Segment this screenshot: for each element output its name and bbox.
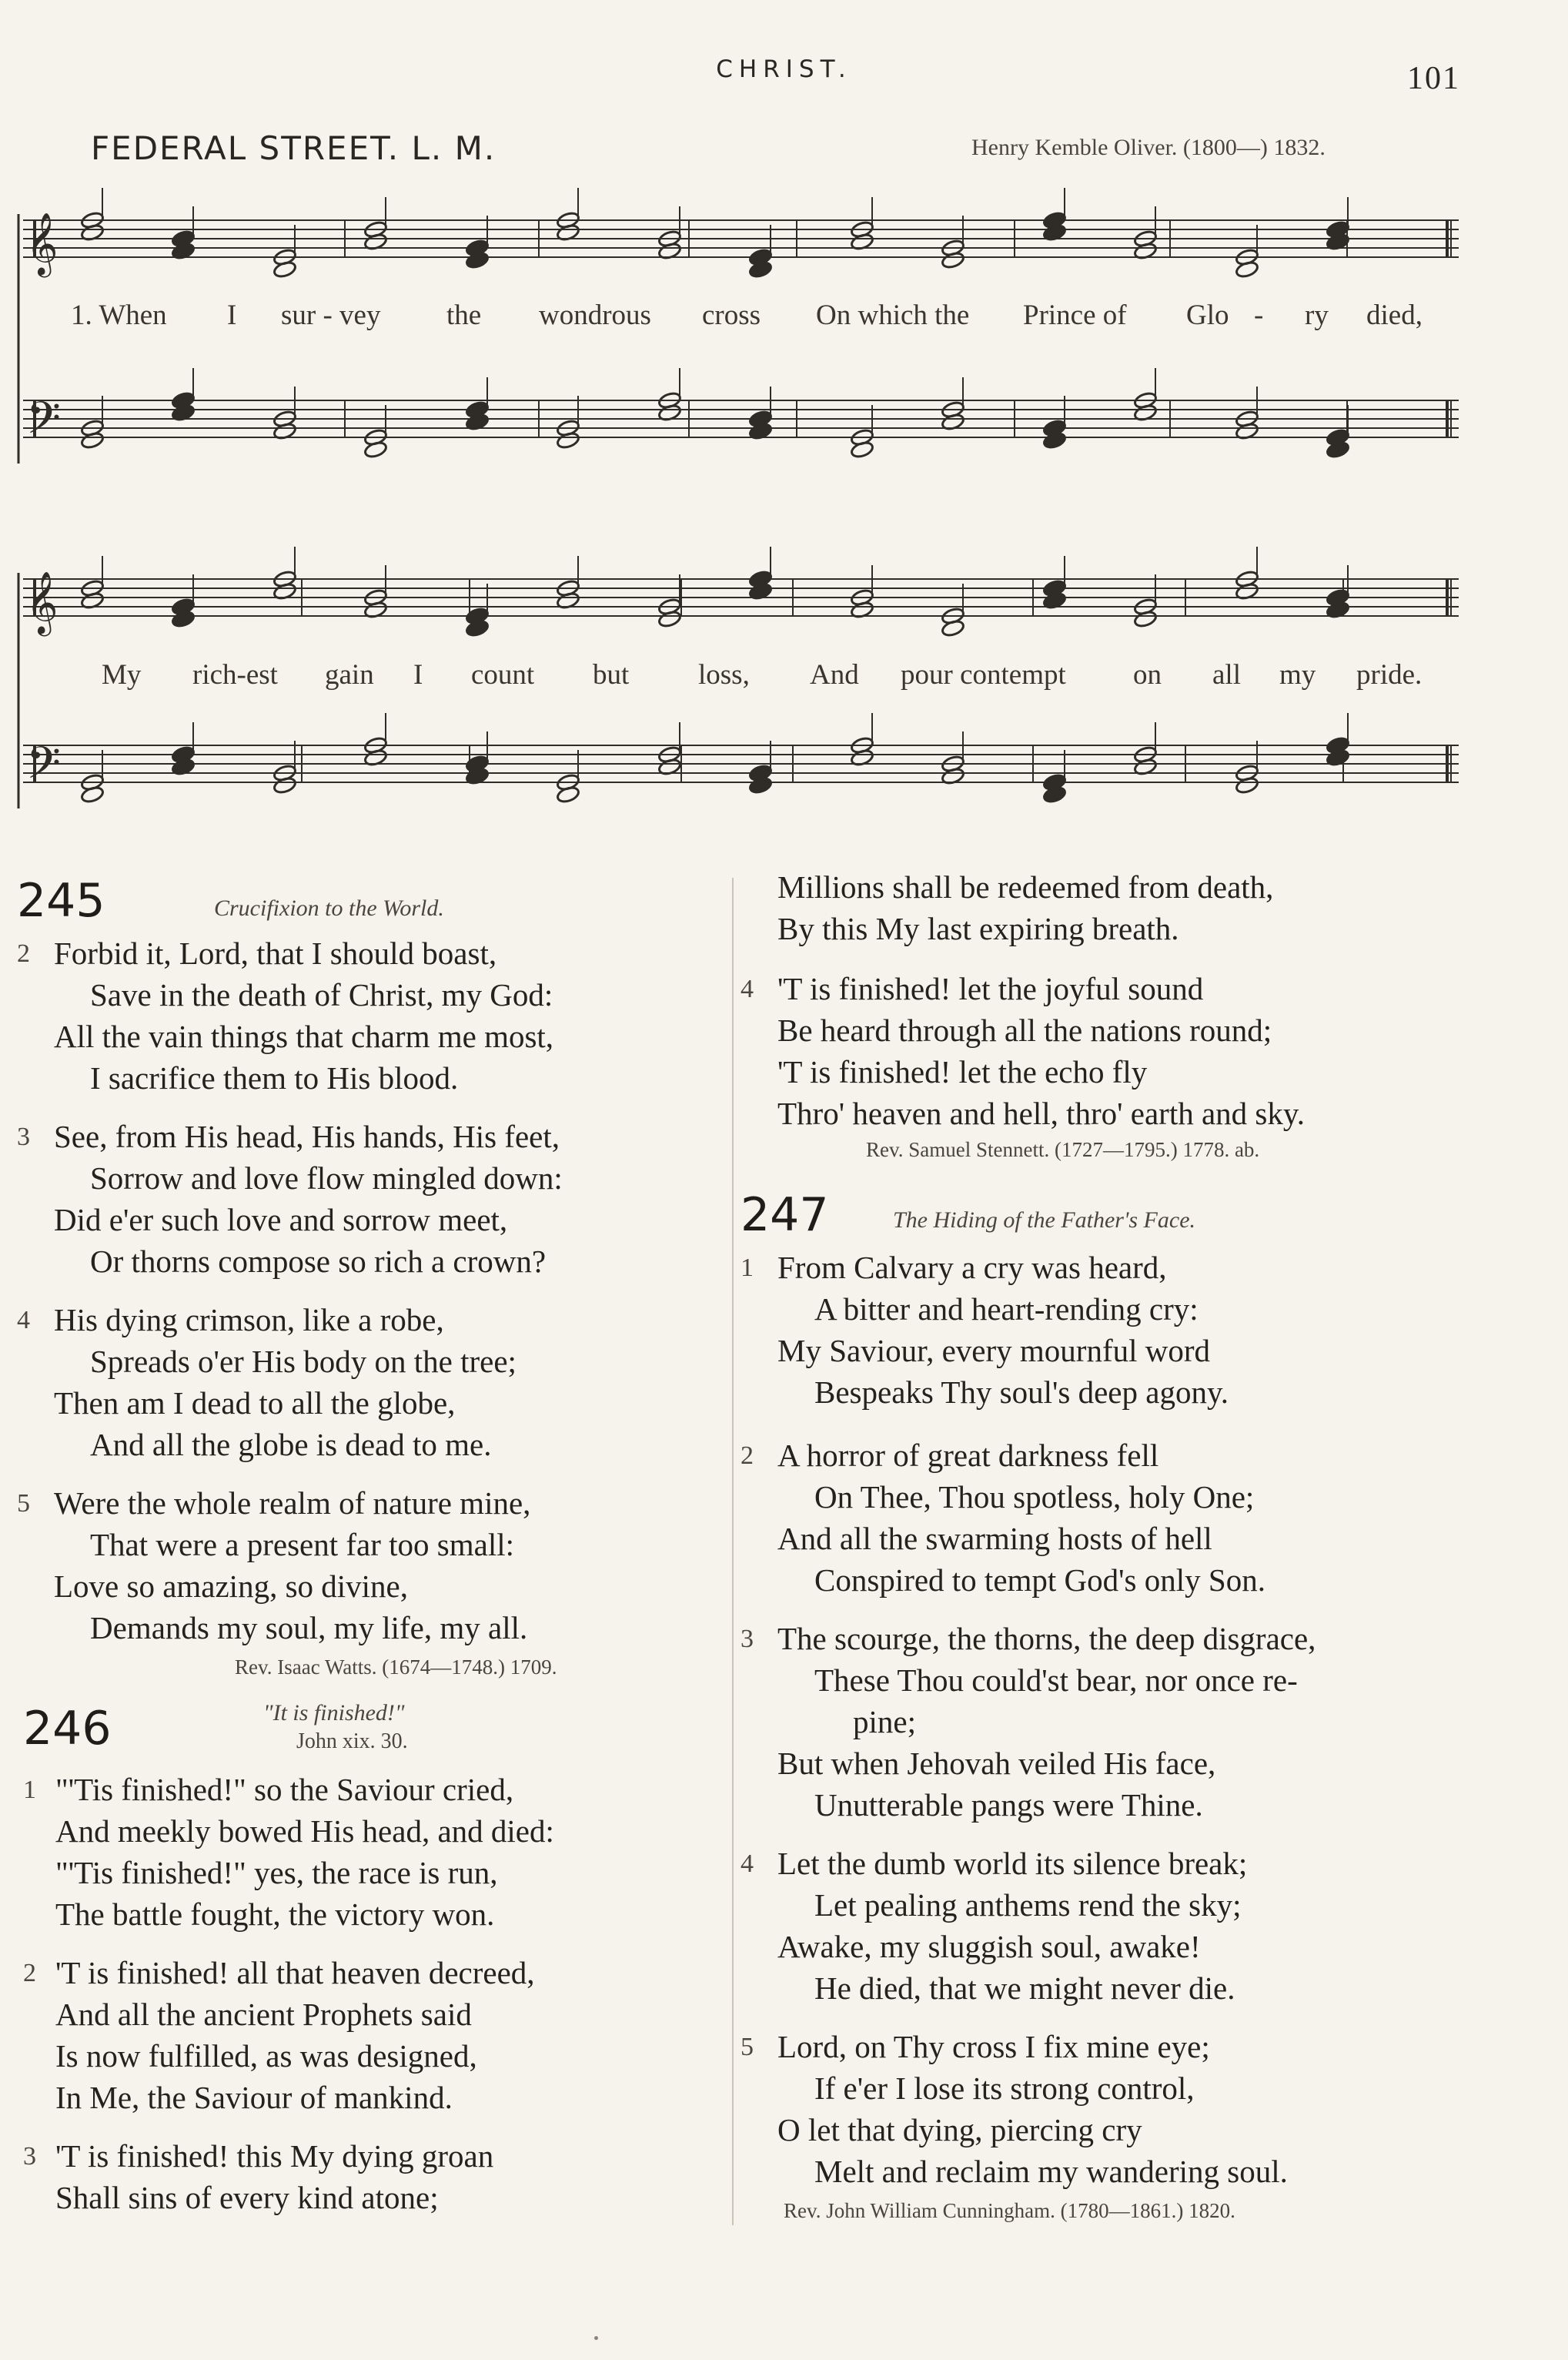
bass-clef: 𝄢 xyxy=(26,392,62,455)
lyric-syllable: I xyxy=(227,300,237,331)
verse-line: See, from His head, His hands, His feet, xyxy=(54,1119,560,1154)
verse-line: 'T is finished! let the echo fly xyxy=(777,1054,1148,1090)
verse-line: Let pealing anthems rend the sky; xyxy=(814,1887,1242,1923)
lyric-syllable: the xyxy=(446,300,482,331)
hymn-title: "It is finished!" xyxy=(263,1700,405,1726)
verse-line: That were a present far too small: xyxy=(90,1527,514,1562)
lyric-syllable: on xyxy=(1133,659,1162,691)
treble-clef: 𝄞 xyxy=(26,212,59,275)
hymn-attribution: Rev. Samuel Stennett. (1727—1795.) 1778. ab. xyxy=(866,1138,1260,1161)
verse-line: Sorrow and love flow mingled down: xyxy=(90,1160,563,1196)
running-title: CHRIST. xyxy=(716,55,852,83)
lyric-syllable: I xyxy=(413,659,423,691)
verse-number: 2 xyxy=(17,939,30,968)
verse-line: My Saviour, every mournful word xyxy=(777,1333,1211,1368)
verse-line: If e'er I lose its strong control, xyxy=(814,2070,1195,2106)
hymn-number: 245 xyxy=(17,874,105,928)
lyric-syllable: cross xyxy=(702,300,761,331)
music-score xyxy=(0,0,1568,832)
verse-line: "'Tis finished!" so the Saviour cried, xyxy=(55,1772,514,1807)
bass-clef: 𝄢 xyxy=(26,737,62,800)
hymn-scripture-ref: John xix. 30. xyxy=(296,1729,408,1753)
verse-line: Then am I dead to all the globe, xyxy=(54,1385,456,1421)
verse-line: Be heard through all the nations round; xyxy=(777,1013,1272,1048)
page-mark xyxy=(594,2336,598,2340)
verse-line: Is now fulfilled, as was designed, xyxy=(55,2038,477,2074)
verse-line: Conspired to tempt God's only Son. xyxy=(814,1562,1265,1598)
lyric-syllable: but xyxy=(593,659,630,691)
verse-line: Lord, on Thy cross I fix mine eye; xyxy=(777,2029,1210,2064)
verse-line: A bitter and heart-rending cry: xyxy=(814,1291,1199,1327)
verse-line: Were the whole realm of nature mine, xyxy=(54,1485,531,1521)
verse-line: The scourge, the thorns, the deep disgrace, xyxy=(777,1621,1316,1656)
verse-line: And all the globe is dead to me. xyxy=(90,1427,492,1462)
lyric-syllable: Prince of xyxy=(1023,300,1127,331)
verse-line: Let the dumb world its silence break; xyxy=(777,1846,1248,1881)
verse-line: Awake, my sluggish soul, awake! xyxy=(777,1929,1201,1964)
verse-line: The battle fought, the victory won. xyxy=(55,1896,495,1932)
lyric-syllable: On which the xyxy=(816,300,970,331)
tune-name: FEDERAL STREET. L. M. xyxy=(91,129,496,167)
hymn-attribution: Rev. Isaac Watts. (1674—1748.) 1709. xyxy=(235,1655,557,1679)
treble-clef: 𝄞 xyxy=(26,571,59,634)
verse-line: He died, that we might never die. xyxy=(814,1970,1235,2006)
verse-number: 4 xyxy=(741,1850,754,1878)
lyric-syllable: all xyxy=(1212,659,1241,691)
lyric-syllable: And xyxy=(810,659,859,691)
verse-line: In Me, the Saviour of mankind. xyxy=(55,2080,453,2115)
verse-number: 3 xyxy=(741,1625,754,1653)
lyric-syllable: wondrous xyxy=(539,300,651,331)
verse-line: But when Jehovah veiled His face, xyxy=(777,1746,1216,1781)
lyric-syllable: my xyxy=(1279,659,1316,691)
verse-line: A horror of great darkness fell xyxy=(777,1438,1159,1473)
hymn-number: 246 xyxy=(23,1702,112,1756)
page-number: 101 xyxy=(1407,61,1460,96)
hymn-title: The Hiding of the Father's Face. xyxy=(893,1207,1196,1233)
lyric-syllable: pour contempt xyxy=(901,659,1066,691)
verse-line: Millions shall be redeemed from death, xyxy=(777,869,1274,905)
verse-line: O let that dying, piercing cry xyxy=(777,2112,1142,2147)
verse-line: From Calvary a cry was heard, xyxy=(777,1250,1167,1285)
verse-line: 'T is finished! this My dying groan xyxy=(55,2138,494,2174)
verse-number: 1 xyxy=(23,1776,36,1804)
verse-number: 2 xyxy=(23,1959,36,1987)
lyric-syllable: died, xyxy=(1366,300,1423,331)
verse-number: 1 xyxy=(741,1254,754,1282)
verse-line: "'Tis finished!" yes, the race is run, xyxy=(55,1855,498,1890)
lyric-syllable: - xyxy=(1254,300,1264,331)
verse-line: Or thorns compose so rich a crown? xyxy=(90,1244,547,1279)
verse-line: Forbid it, Lord, that I should boast, xyxy=(54,936,497,971)
verse-line: Love so amazing, so divine, xyxy=(54,1568,409,1604)
verse-number: 4 xyxy=(741,975,754,1003)
verse-line: And all the ancient Prophets said xyxy=(55,1997,472,2032)
verse-line: On Thee, Thou spotless, holy One; xyxy=(814,1479,1255,1515)
verse-line: By this My last expiring breath. xyxy=(777,911,1179,946)
verse-line: Melt and reclaim my wandering soul. xyxy=(814,2154,1288,2189)
lyric-syllable: rich-est xyxy=(192,659,278,691)
lyric-syllable: My xyxy=(102,659,142,691)
verse-number: 2 xyxy=(741,1441,754,1470)
lyric-syllable: gain xyxy=(325,659,374,691)
verse-line: Spreads o'er His body on the tree; xyxy=(90,1344,517,1379)
lyric-syllable: ry xyxy=(1305,300,1329,331)
verse-number: 3 xyxy=(17,1123,30,1151)
verse-line: I sacrifice them to His blood. xyxy=(90,1060,459,1096)
verse-line: Bespeaks Thy soul's deep agony. xyxy=(814,1374,1229,1410)
lyric-syllable: Glo xyxy=(1186,300,1229,331)
verse-number: 4 xyxy=(17,1306,30,1334)
lyric-syllable: sur - vey xyxy=(281,300,381,331)
verse-number: 3 xyxy=(23,2142,36,2171)
hymn-attribution: Rev. John William Cunningham. (1780—1861.) 1820. xyxy=(784,2199,1235,2222)
verse-number: 5 xyxy=(741,2033,754,2061)
verse-line: These Thou could'st bear, nor once re- xyxy=(814,1662,1298,1698)
verse-line: His dying crimson, like a robe, xyxy=(54,1302,444,1337)
verse-line: Thro' heaven and hell, thro' earth and sky. xyxy=(777,1096,1305,1131)
verse-line: And meekly bowed His head, and died: xyxy=(55,1813,554,1849)
hymn-number: 247 xyxy=(741,1188,829,1242)
hymn-title: Crucifixion to the World. xyxy=(214,895,444,921)
verse-line: Unutterable pangs were Thine. xyxy=(814,1787,1203,1823)
verse-line: pine; xyxy=(853,1704,916,1739)
lyric-syllable: count xyxy=(471,659,535,691)
lyric-syllable: loss, xyxy=(698,659,750,691)
column-divider xyxy=(732,878,734,2225)
verse-line: All the vain things that charm me most, xyxy=(54,1019,554,1054)
lyric-syllable: pride. xyxy=(1356,659,1423,691)
verse-line: Save in the death of Christ, my God: xyxy=(90,977,553,1013)
lyric-syllable: 1. When xyxy=(71,300,167,331)
verse-line: Shall sins of every kind atone; xyxy=(55,2180,439,2215)
verse-line: 'T is finished! let the joyful sound xyxy=(777,971,1204,1006)
verse-line: And all the swarming hosts of hell xyxy=(777,1521,1212,1556)
verse-line: Demands my soul, my life, my all. xyxy=(90,1610,528,1645)
verse-number: 5 xyxy=(17,1489,30,1518)
tune-composer: Henry Kemble Oliver. (1800—) 1832. xyxy=(971,135,1326,160)
verse-line: 'T is finished! all that heaven decreed, xyxy=(55,1955,535,1990)
verse-line: Did e'er such love and sorrow meet, xyxy=(54,1202,508,1237)
